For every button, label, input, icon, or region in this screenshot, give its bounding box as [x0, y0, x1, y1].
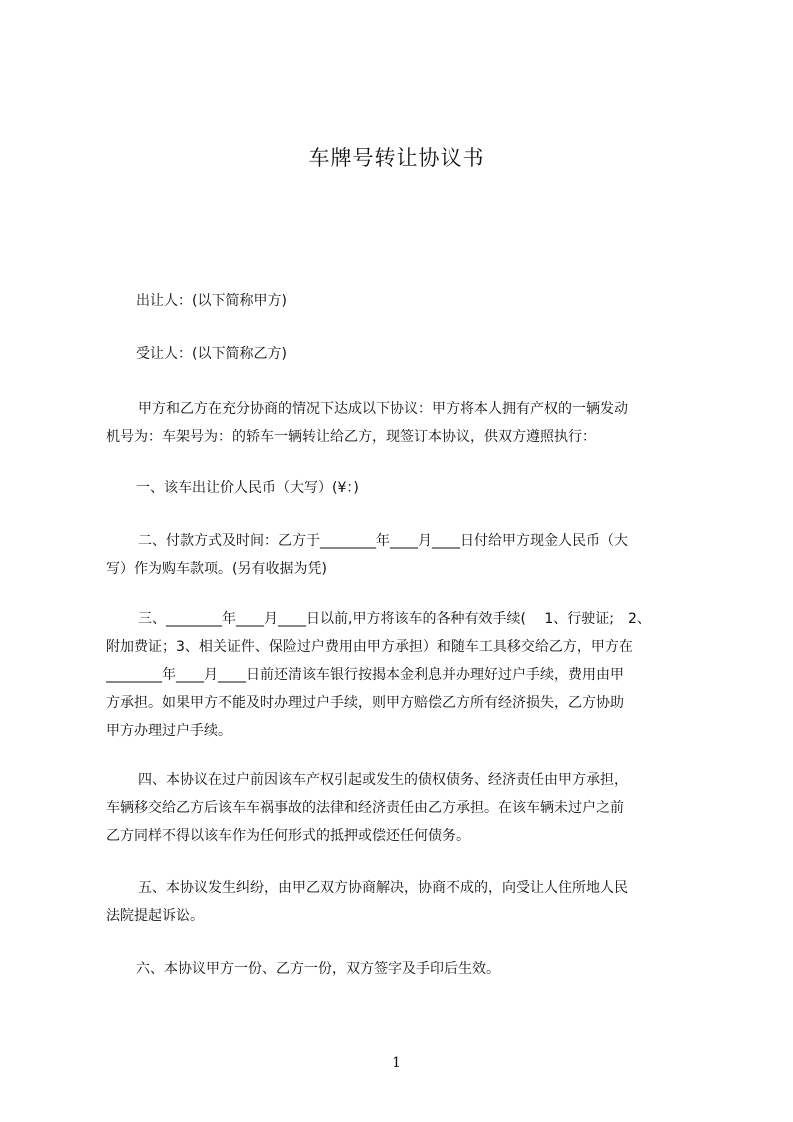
clause-3-line: 甲方办理过户手续。	[106, 723, 232, 739]
clause-4-line: 乙方同样不得以该车作为任何形式的抵押或偿还任何债务。	[106, 828, 470, 844]
clause-3	[106, 605, 700, 745]
clause-5-line: 法院提起诉讼。	[106, 908, 204, 924]
clause-2	[106, 527, 700, 583]
clause-1: 一、该车出让价人民币（大写）(¥：)	[136, 480, 359, 496]
clause-4	[106, 766, 700, 850]
transferee-line: 受让人：(以下简称乙方)	[136, 346, 287, 362]
clause-5	[106, 874, 700, 930]
preamble-line: 机号为：车架号为：的轿车一辆转让给乙方，现签订本协议，供双方遵照执行：	[106, 429, 596, 445]
clause-3-line: ________年____月____日前还清该车银行按揭本金利息并办理好过户手续，费用由甲	[106, 667, 624, 683]
clause-4-line: 车辆移交给乙方后该车车祸事故的法律和经济责任由乙方承担。在该车辆未过户之前	[106, 800, 624, 816]
document-title: 车牌号转让协议书	[308, 146, 485, 170]
clause-3-line: 三、________年____月____日以前,甲方将该车的各种有效手续( 1、行驶证; 2、	[138, 611, 651, 627]
clause-2-line: 写）作为购车款项。(另有收据为凭)	[106, 561, 327, 577]
clause-6: 六、本协议甲方一份、乙方一份，双方签字及手印后生效。	[136, 961, 500, 977]
preamble-line: 甲方和乙方在充分协商的情况下达成以下协议：甲方将本人拥有产权的一辆发动	[138, 401, 628, 417]
clause-4-line: 四、本协议在过户前因该车产权引起或发生的债权债务、经济责任由甲方承担，	[138, 772, 628, 788]
clause-3-line: 附加费证；3、相关证件、保险过户费用由甲方承担）和随车工具移交给乙方，甲方在	[106, 639, 633, 655]
transferor-line: 出让人：(以下简称甲方)	[136, 293, 287, 309]
page-number: 1	[392, 1055, 401, 1071]
clause-2-line: 二、付款方式及时间：乙方于________年____月____日付给甲方现金人民币（大	[138, 533, 628, 549]
preamble-paragraph	[106, 395, 700, 451]
clause-3-line: 方承担。如果甲方不能及时办理过户手续，则甲方赔偿乙方所有经济损失，乙方协助	[106, 695, 624, 711]
clause-5-line: 五、本协议发生纠纷，由甲乙双方协商解决，协商不成的，向受让人住所地人民	[138, 880, 628, 896]
